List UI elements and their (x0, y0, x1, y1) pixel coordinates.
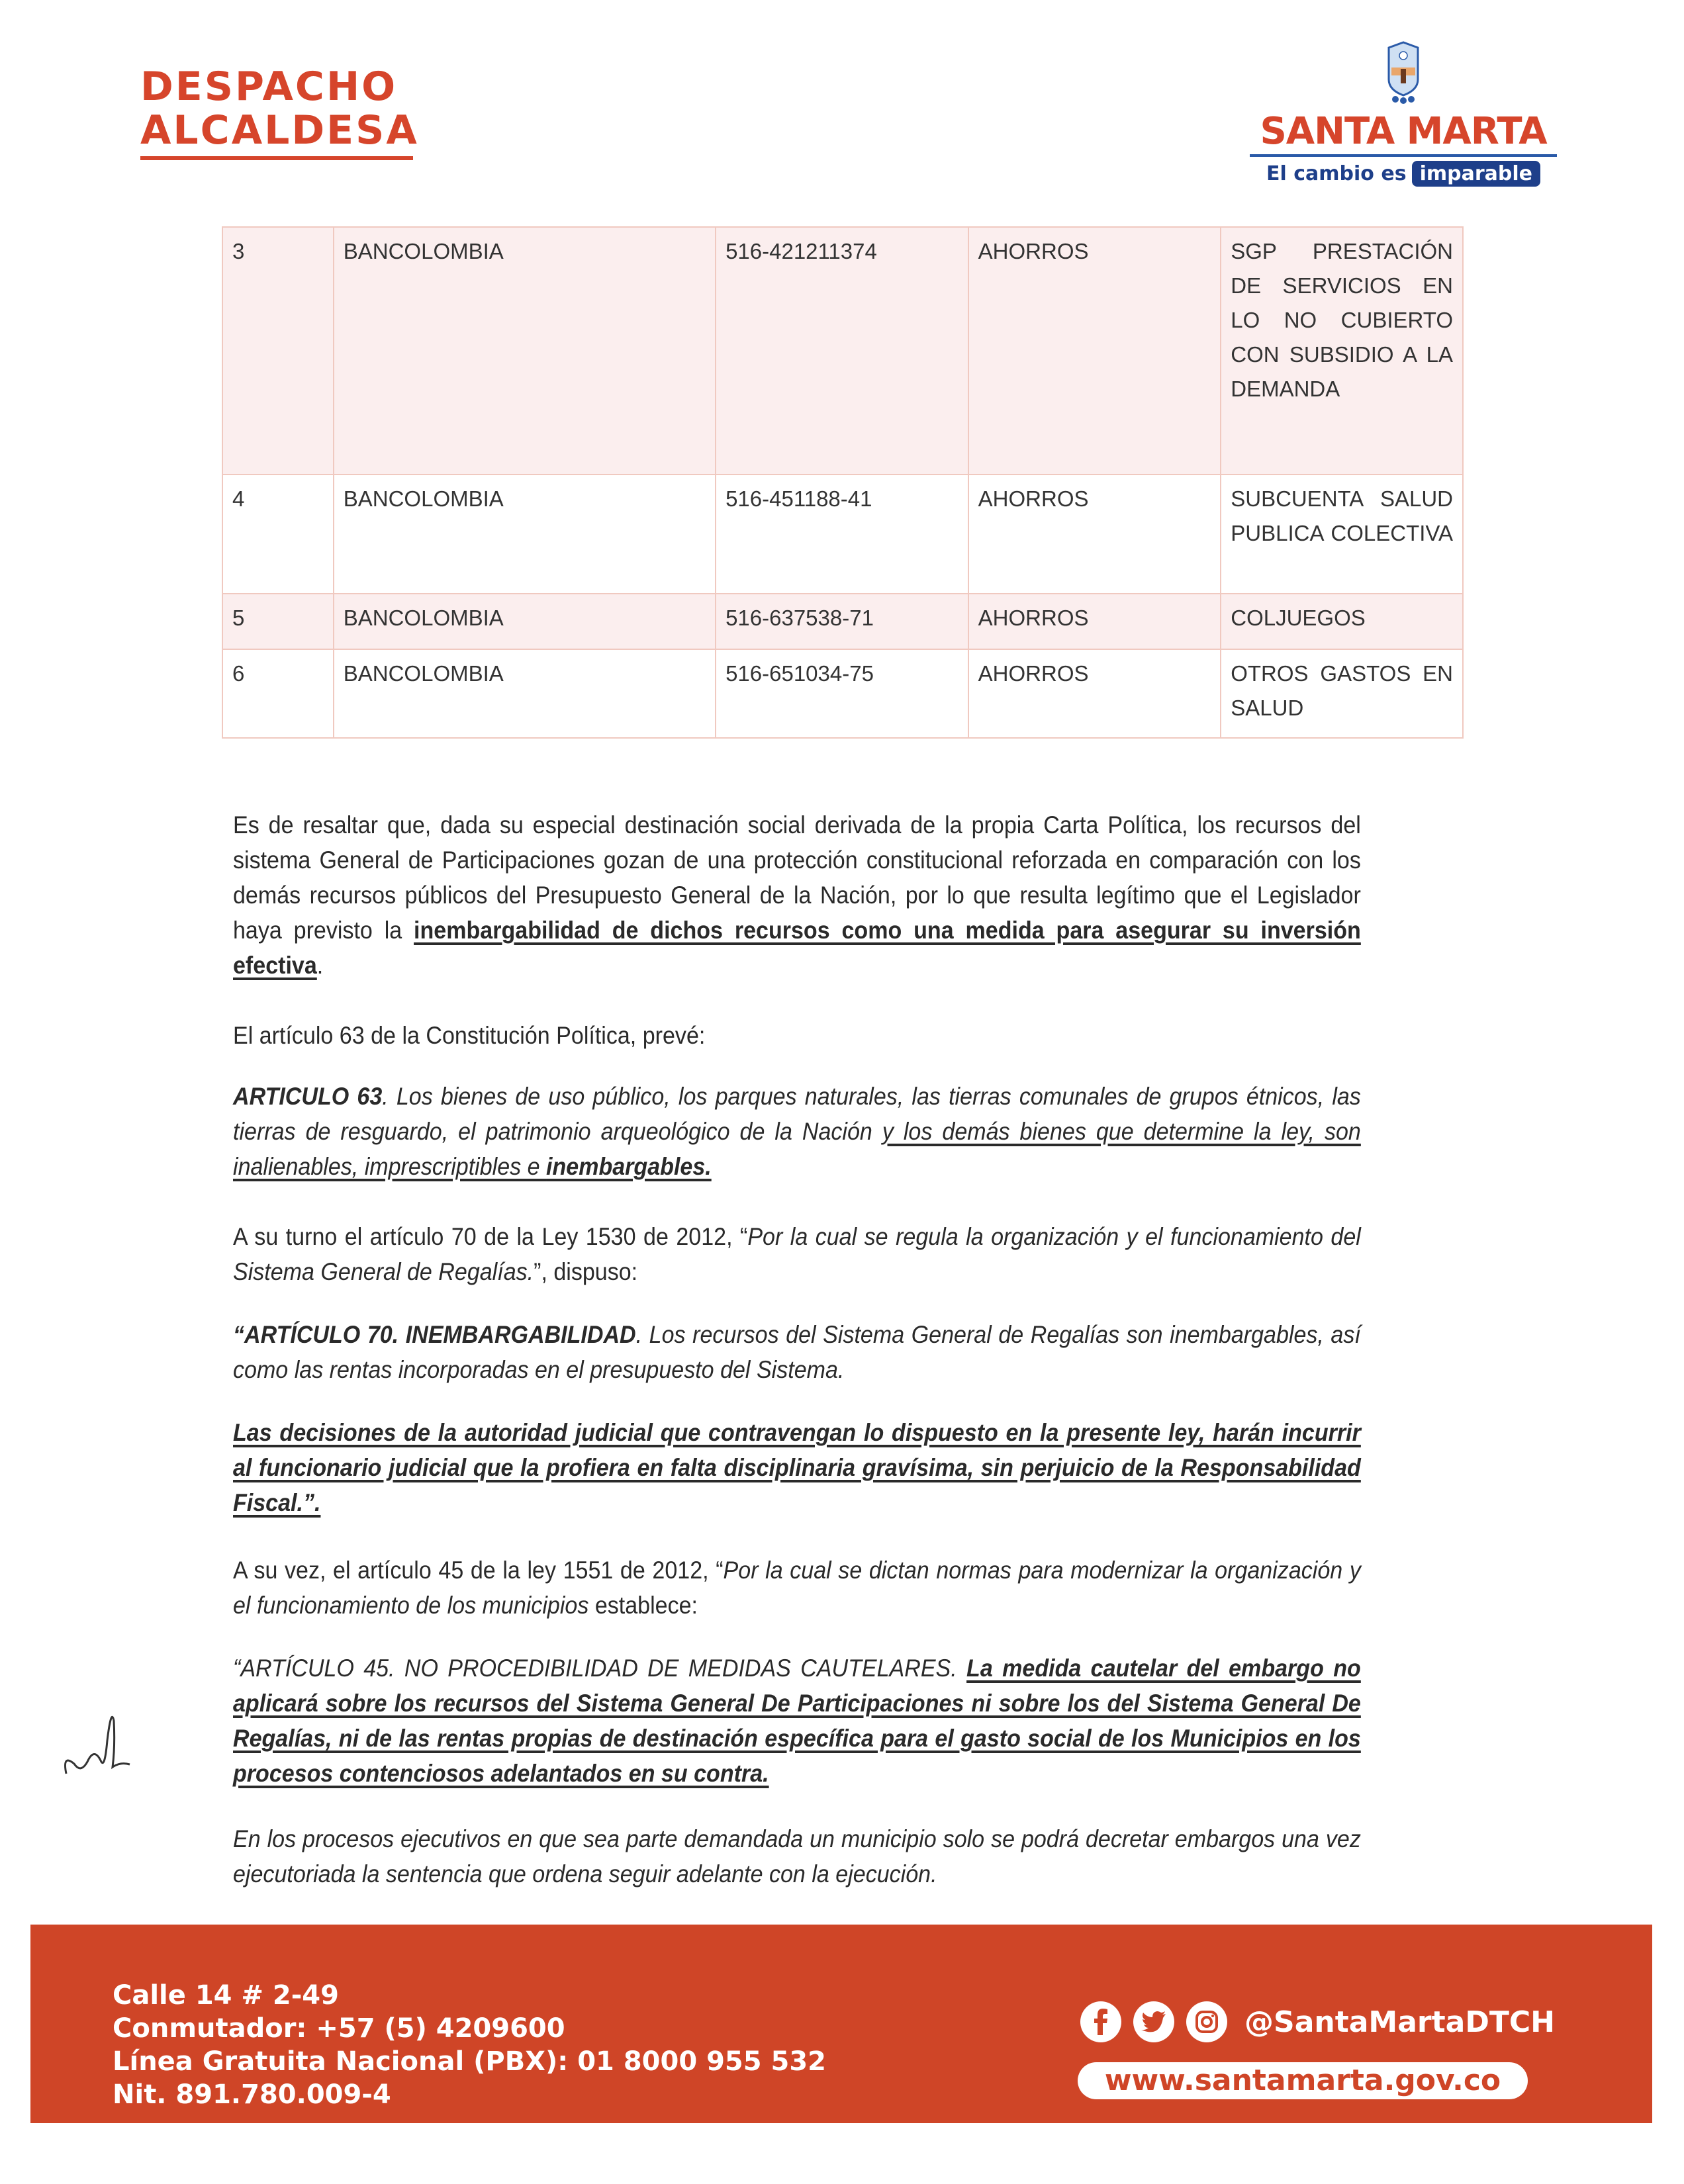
text: . Los bienes de uso público, los parques naturales, las tierras comunales de grupos étnicos, las tierras de resguardo, el patrimonio arqueológico de la Nación (233, 1083, 1361, 1145)
table-row (222, 649, 1463, 738)
quote-article-45 (233, 1651, 1361, 1791)
cell-type: AHORROS (968, 475, 1221, 594)
cell-type: AHORROS (968, 227, 1221, 475)
facebook-icon[interactable] (1080, 2001, 1121, 2042)
cell-concept: OTROS GASTOS EN SALUD (1221, 649, 1463, 738)
text: A su turno el artículo 70 de la Ley 1530 de 2012, “ (233, 1223, 748, 1250)
footer-banner (30, 1925, 1652, 2123)
text: . (316, 952, 324, 979)
cell-bank: BANCOLOMBIA (334, 227, 716, 475)
header-divider (140, 156, 413, 160)
cell-account: 516-421211374 (716, 227, 968, 475)
bank-accounts-table (222, 226, 1464, 739)
social-links (1080, 2001, 1555, 2042)
emphasis-text: Las decisiones de la autoridad judicial que contravengan lo dispuesto en la presente ley, harán incurrir al funcionario judicial que la profiera en falta disciplinaria gravísima, sin perjuicio de la Responsabilidad Fiscal.”. (233, 1419, 1361, 1516)
paragraph-ley-1530 (233, 1219, 1361, 1289)
office-title-line1: DESPACHO (140, 64, 398, 110)
tagline-prefix: El cambio es (1266, 162, 1407, 185)
article-label: “ARTÍCULO 70. INEMBARGABILIDAD (233, 1321, 636, 1348)
paragraph-ley-1551 (233, 1553, 1361, 1623)
address: Calle 14 # 2-49 (113, 1980, 339, 2011)
cell-type: AHORROS (968, 594, 1221, 649)
cell-bank: BANCOLOMBIA (334, 649, 716, 738)
paragraph-art63-intro (233, 1018, 1361, 1053)
social-handle[interactable]: @SantaMartaDTCH (1244, 2005, 1555, 2039)
emphasis-text: La medida cautelar del embargo no aplicará sobre los recursos del Sistema General De Participaciones ni sobre los del Sistema General De Regalías, ni de las rentas propias de destinación específica para el gasto social de los Municipios en los procesos contenciosos adelantados en su contra. (233, 1655, 1361, 1787)
table-row (222, 594, 1463, 649)
office-title-line2: ALCALDESA (140, 107, 419, 154)
text: El artículo 63 de la Constitución Política, prevé: (233, 1022, 706, 1049)
quote-article-63 (233, 1079, 1361, 1184)
instagram-icon[interactable] (1186, 2001, 1227, 2042)
website-link[interactable]: www.santamarta.gov.co (1078, 2062, 1528, 2099)
text: . Los recursos del Sistema General de Regalías son inembargables, así como las rentas incorporadas en el presupuesto del Sistema. (233, 1321, 1361, 1383)
quote-article-70 (233, 1317, 1361, 1387)
text: establece: (588, 1592, 698, 1619)
office-header (140, 65, 419, 160)
handwritten-initials (61, 1701, 134, 1787)
cell-account: 516-651034-75 (716, 649, 968, 738)
text: En los procesos ejecutivos en que sea parte demandada un municipio solo se podrá decretar embargos una vez ejecutoriada la sentencia que ordena seguir adelante con la ejecución. (233, 1825, 1361, 1888)
toll-free-line: Línea Gratuita Nacional (PBX): 01 8000 955 532 (113, 2046, 826, 2077)
article-label: ARTICULO 63 (233, 1083, 383, 1110)
cell-account: 516-451188-41 (716, 475, 968, 594)
cell-concept: SUBCUENTA SALUD PUBLICA COLECTIVA (1221, 475, 1463, 594)
brand-tagline (1244, 161, 1562, 187)
brand-name: SANTA MARTA (1260, 110, 1547, 153)
emphasis-text: inembargables. (546, 1153, 712, 1180)
text: Es de resaltar que, dada su especial destinación social derivada de la propia Carta Política, los recursos del sistema General de Participaciones gozan de una protección constitucional reforzada en comparación con los demás recursos públicos del Presupuesto General de la Nación, por lo que resulta legítimo que el Legislador haya previsto la (233, 811, 1361, 944)
switchboard-phone: Conmutador: +57 (5) 4209600 (113, 2013, 565, 2044)
text: ”, dispuso: (534, 1258, 638, 1285)
cell-type: AHORROS (968, 649, 1221, 738)
table-row (222, 227, 1463, 475)
law-title: Por la cual se dictan normas para modernizar la organización y el funcionamiento de los municipios (233, 1557, 1361, 1619)
law-title: Por la cual se regula la organización y el funcionamiento del Sistema General de Regalías. (233, 1223, 1361, 1285)
twitter-icon[interactable] (1133, 2001, 1174, 2042)
underlined-text: y los demás bienes que determine la ley, son inalienables, imprescriptibles e (233, 1118, 1361, 1180)
cell-bank: BANCOLOMBIA (334, 475, 716, 594)
emphasis-text: inembargabilidad de dichos recursos como una medida para asegurar su inversión efectiva (233, 917, 1361, 979)
table-row (222, 475, 1463, 594)
cell-bank: BANCOLOMBIA (334, 594, 716, 649)
text: A su vez, el artículo 45 de la ley 1551 de 2012, “ (233, 1557, 724, 1584)
cell-number: 5 (222, 594, 334, 649)
quote-article-70-sanction (233, 1415, 1361, 1520)
cell-number: 4 (222, 475, 334, 594)
cell-concept: SGP PRESTACIÓN DE SERVICIOS EN LO NO CUBIERTO CON SUBSIDIO A LA DEMANDA (1221, 227, 1463, 475)
paragraph-sgp-protection (233, 807, 1361, 983)
quote-article-45-clause (233, 1821, 1361, 1891)
contact-info (113, 1979, 826, 2111)
brand-divider (1250, 154, 1557, 157)
tax-id: Nit. 891.780.009-4 (113, 2079, 391, 2110)
cell-number: 6 (222, 649, 334, 738)
cell-number: 3 (222, 227, 334, 475)
coat-of-arms-icon (1385, 41, 1422, 105)
cell-account: 516-637538-71 (716, 594, 968, 649)
cell-concept: COLJUEGOS (1221, 594, 1463, 649)
article-label: “ARTÍCULO 45. NO PROCEDIBILIDAD DE MEDIDAS CAUTELARES. (233, 1655, 967, 1682)
santa-marta-logo (1244, 41, 1562, 187)
tagline-highlight: imparable (1412, 161, 1540, 187)
